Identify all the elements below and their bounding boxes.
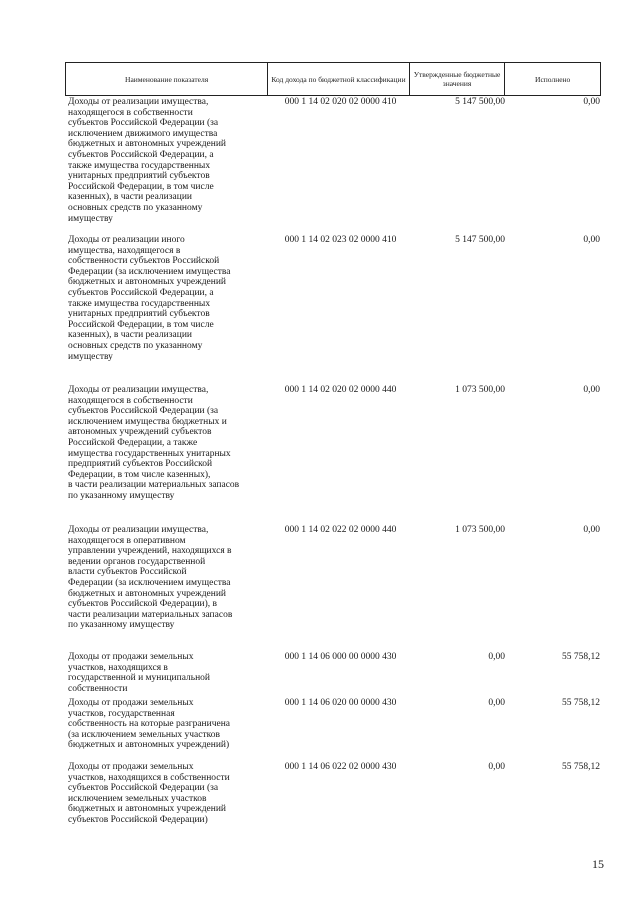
row-indicator-name: Доходы от продажи земельных участков, находящихся в государственной и муниципальной собственности — [68, 652, 211, 694]
row-approved-value: 0,00 — [488, 698, 505, 708]
row-indicator-name: Доходы от продажи земельных участков, находящихся в собственности субъектов Российской Федерации (за исключением земельных участков бюджетных и автономных учреждений субъектов Российской Федерации) — [68, 762, 230, 825]
row-executed-value: 0,00 — [583, 235, 600, 245]
row-executed-value: 55 758,12 — [562, 652, 600, 662]
header-income-code: Код дохода по бюджетной классификации — [268, 63, 409, 95]
row-income-code: 000 1 14 06 022 02 0000 430 — [284, 762, 397, 772]
page-number: 15 — [592, 857, 604, 871]
table-row — [68, 652, 600, 698]
header-approved-values: Утвержденные бюджетные значения — [410, 63, 506, 95]
row-income-code: 000 1 14 02 020 02 0000 410 — [284, 97, 397, 107]
table-row — [68, 97, 600, 235]
table-row — [68, 762, 600, 832]
row-executed-value: 55 758,12 — [562, 762, 600, 772]
row-approved-value: 0,00 — [488, 762, 505, 772]
row-indicator-name: Доходы от реализации имущества, находящегося в оперативном управлении учреждений, находящихся в ведении органов государственной власти субъектов Российской Федерации (за исключением имущества бюджетных и автономных учреждений субъектов Российской Федерации), в части реализации материальных запасов по указанному имуществу — [68, 525, 233, 631]
header-executed: Исполнено — [535, 74, 571, 84]
row-income-code: 000 1 14 02 020 02 0000 440 — [284, 385, 397, 395]
table-header — [65, 62, 601, 96]
row-income-code: 000 1 14 02 022 02 0000 440 — [284, 525, 397, 535]
row-income-code: 000 1 14 06 000 00 0000 430 — [284, 652, 397, 662]
row-executed-value: 0,00 — [583, 385, 600, 395]
row-income-code: 000 1 14 02 023 02 0000 410 — [284, 235, 397, 245]
row-income-code: 000 1 14 06 020 00 0000 430 — [284, 698, 397, 708]
row-approved-value: 0,00 — [488, 652, 505, 662]
row-executed-value: 55 758,12 — [562, 698, 600, 708]
row-indicator-name: Доходы от реализации имущества, находящегося в собственности субъектов Российской Федерации (за исключением имущества бюджетных и автономных учреждений субъектов Российской Федерации, а также имущества государственных унитарных предприятий субъектов Российской Федерации, в том числе казенных), в части реализации материальных запасов по указанному имуществу — [68, 385, 240, 501]
table-body — [68, 97, 600, 832]
row-executed-value: 0,00 — [583, 97, 600, 107]
row-indicator-name: Доходы от реализации имущества, находящегося в собственности субъектов Российской Федерации (за исключением движимого имущества бюджетных и автономных учреждений субъектов Российской Федерации, а также имущества государственных унитарных предприятий субъектов Российской Федерации, в том числе казенных), в части реализации основных средств по указанному имуществу — [68, 97, 226, 224]
row-approved-value: 1 073 500,00 — [455, 385, 505, 395]
row-indicator-name: Доходы от продажи земельных участков, государственная собственность на которые разграничена (за исключением земельных участков бюджетных и автономных учреждений) — [68, 698, 231, 751]
table-row — [68, 235, 600, 385]
row-approved-value: 5 147 500,00 — [455, 97, 505, 107]
row-approved-value: 1 073 500,00 — [455, 525, 505, 535]
row-indicator-name: Доходы от реализации иного имущества, находящегося в собственности субъектов Российской Федерации (за исключением имущества бюджетных и автономных учреждений субъектов Российской Федерации, а также имущества государственных унитарных предприятий субъектов Российской Федерации, в том числе казенных), в части реализации основных средств по указанному имуществу — [68, 235, 231, 362]
row-approved-value: 5 147 500,00 — [455, 235, 505, 245]
table-row — [68, 525, 600, 652]
row-executed-value: 0,00 — [583, 525, 600, 535]
header-indicator-name: Наименование показателя — [66, 63, 268, 95]
table-row — [68, 385, 600, 525]
table-row — [68, 698, 600, 762]
